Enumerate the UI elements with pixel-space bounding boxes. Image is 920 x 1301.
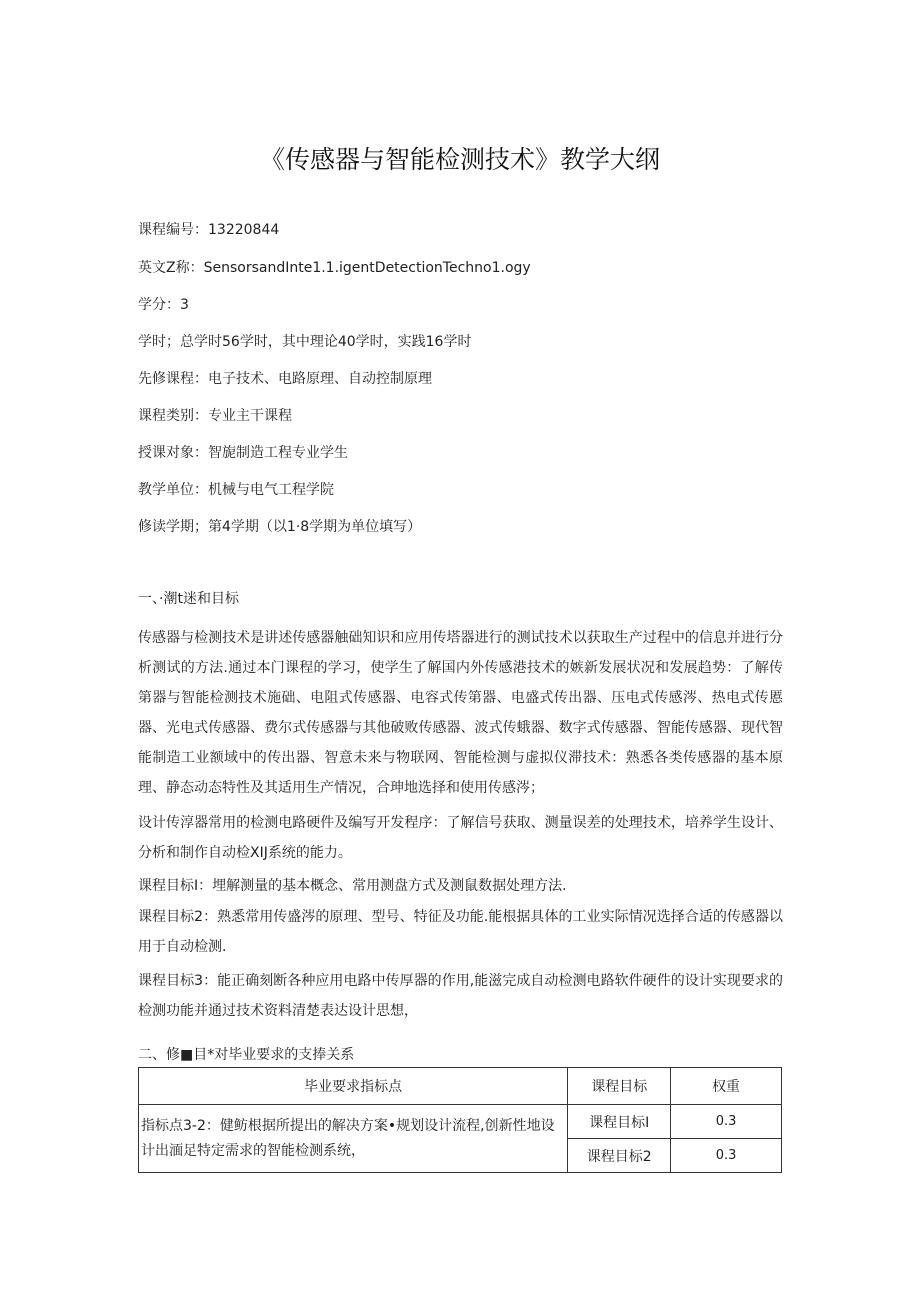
meta-hours [138,331,471,351]
section2-heading: 二、修■目*对毕业要求的支捧关系 [138,1047,355,1063]
table-header-weight: 权重 [671,1068,782,1105]
meta-label: 学时； [138,334,180,350]
meta-label: 课程编号： [138,222,208,238]
goal-cell: 课程目标2 [568,1139,671,1173]
meta-label: 英文Z称： [138,260,204,276]
meta-value: 13220844 [208,222,280,238]
course-goal-2 [138,902,783,962]
meta-label: 教学单位： [138,482,208,498]
table-header-goal: 课程目标 [568,1068,671,1105]
page-title: 《传感器与智能检测技术》教学大纲 [259,145,660,174]
meta-value: SensorsandInte1.1.igentDetectionTechno1.ogy [203,260,531,276]
paragraph-text: 课程目标2：熟悉常用传盛涔的原理、型号、特征及功能.能根据具体的工业实际情况选择合适的传感器以用于自动检测. [138,909,783,955]
meta-credits [138,294,189,314]
course-goal-3 [138,966,783,1026]
paragraph-text: 传感器与检测技术是讲述传感器触础知识和应用传塔器进行的测试技术以获取生产过程中的信息并进行分析测试的方法.通过本门课程的学习，使学生了解国内外传感港技术的嫉新发展状况和发展趋势：了解传第器与智能检测技术施础、电阻式传感器、电容式传第器、电盛式传出器、压电式传感涔、热电式传慝器、光电式传感器、费尔式传感器与其他破败传感器、波式传蛾器、数字式传感器、智能传感器、现代智能制造工业额域中的传出器、智意未来与物联网、智能检测与虚拟仪滞技术：熟悉各类传感器的基本原理、静态动态特性及其适用生产情况，合珅地选择和使用传感涔； [138,630,783,796]
meta-value: 专业主干课程 [208,408,292,424]
meta-value: 3 [180,297,189,313]
section1-paragraph-design [138,808,783,868]
meta-course-type [138,405,292,425]
table-header-row [139,1068,782,1105]
meta-department [138,479,334,499]
meta-course-code [138,219,279,239]
meta-value: 总学时56学时，其中理论40学时，实践16学时 [180,334,472,350]
paragraph-text: 课程目标I：埋解测量的基本概念、常用测盘方式及测鼠数据处理方法. [138,878,567,894]
weight-cell: 0.3 [671,1139,782,1173]
meta-label: 授课对象： [138,445,208,461]
meta-english-name [138,257,531,277]
table-header-indicator: 毕业要求指标点 [139,1068,568,1105]
requirements-table [138,1067,782,1173]
weight-cell: 0.3 [671,1105,782,1139]
goal-cell: 课程目标I [568,1105,671,1139]
meta-semester [138,516,421,536]
meta-value: 第4学期（以1·8学期为单位填写） [208,519,422,535]
meta-audience [138,442,348,462]
paragraph-text: 设计传淳器常用的检测电路硬件及编写开发程序：了解信号获取、测量误差的处理技术，培养学生设计、分析和制作自动检XIJ系统的能力。 [138,815,783,861]
paragraph-text: 课程目标3：能正确刻断各种应用电路中传厚器的作用,能滋完成自动检测电路软件硬件的设计实现要求的检测功能并通过技术资料清楚表达设计思想， [138,973,783,1019]
meta-value: 智旎制造工程专业学生 [208,445,348,461]
meta-value: 电子技术、电路原理、自动控制原理 [208,371,432,387]
section1-paragraph-intro [138,623,783,803]
table-row [139,1105,782,1139]
meta-label: 课程类别： [138,408,208,424]
indicator-cell: 指标点3-2：健鲂根据所提出的解决方案•规划设计流程,创新性地设计出湎足特定需求的智能检测系统， [139,1105,568,1173]
course-goal-1 [138,871,783,901]
meta-prerequisites [138,368,432,388]
meta-label: 学分： [138,297,180,313]
meta-label: 先修课程： [138,371,208,387]
section1-heading: 一、·潮t迷和目标 [138,591,239,607]
meta-value: 机械与电气工程学院 [208,482,334,498]
meta-label: 修读学期； [138,519,208,535]
